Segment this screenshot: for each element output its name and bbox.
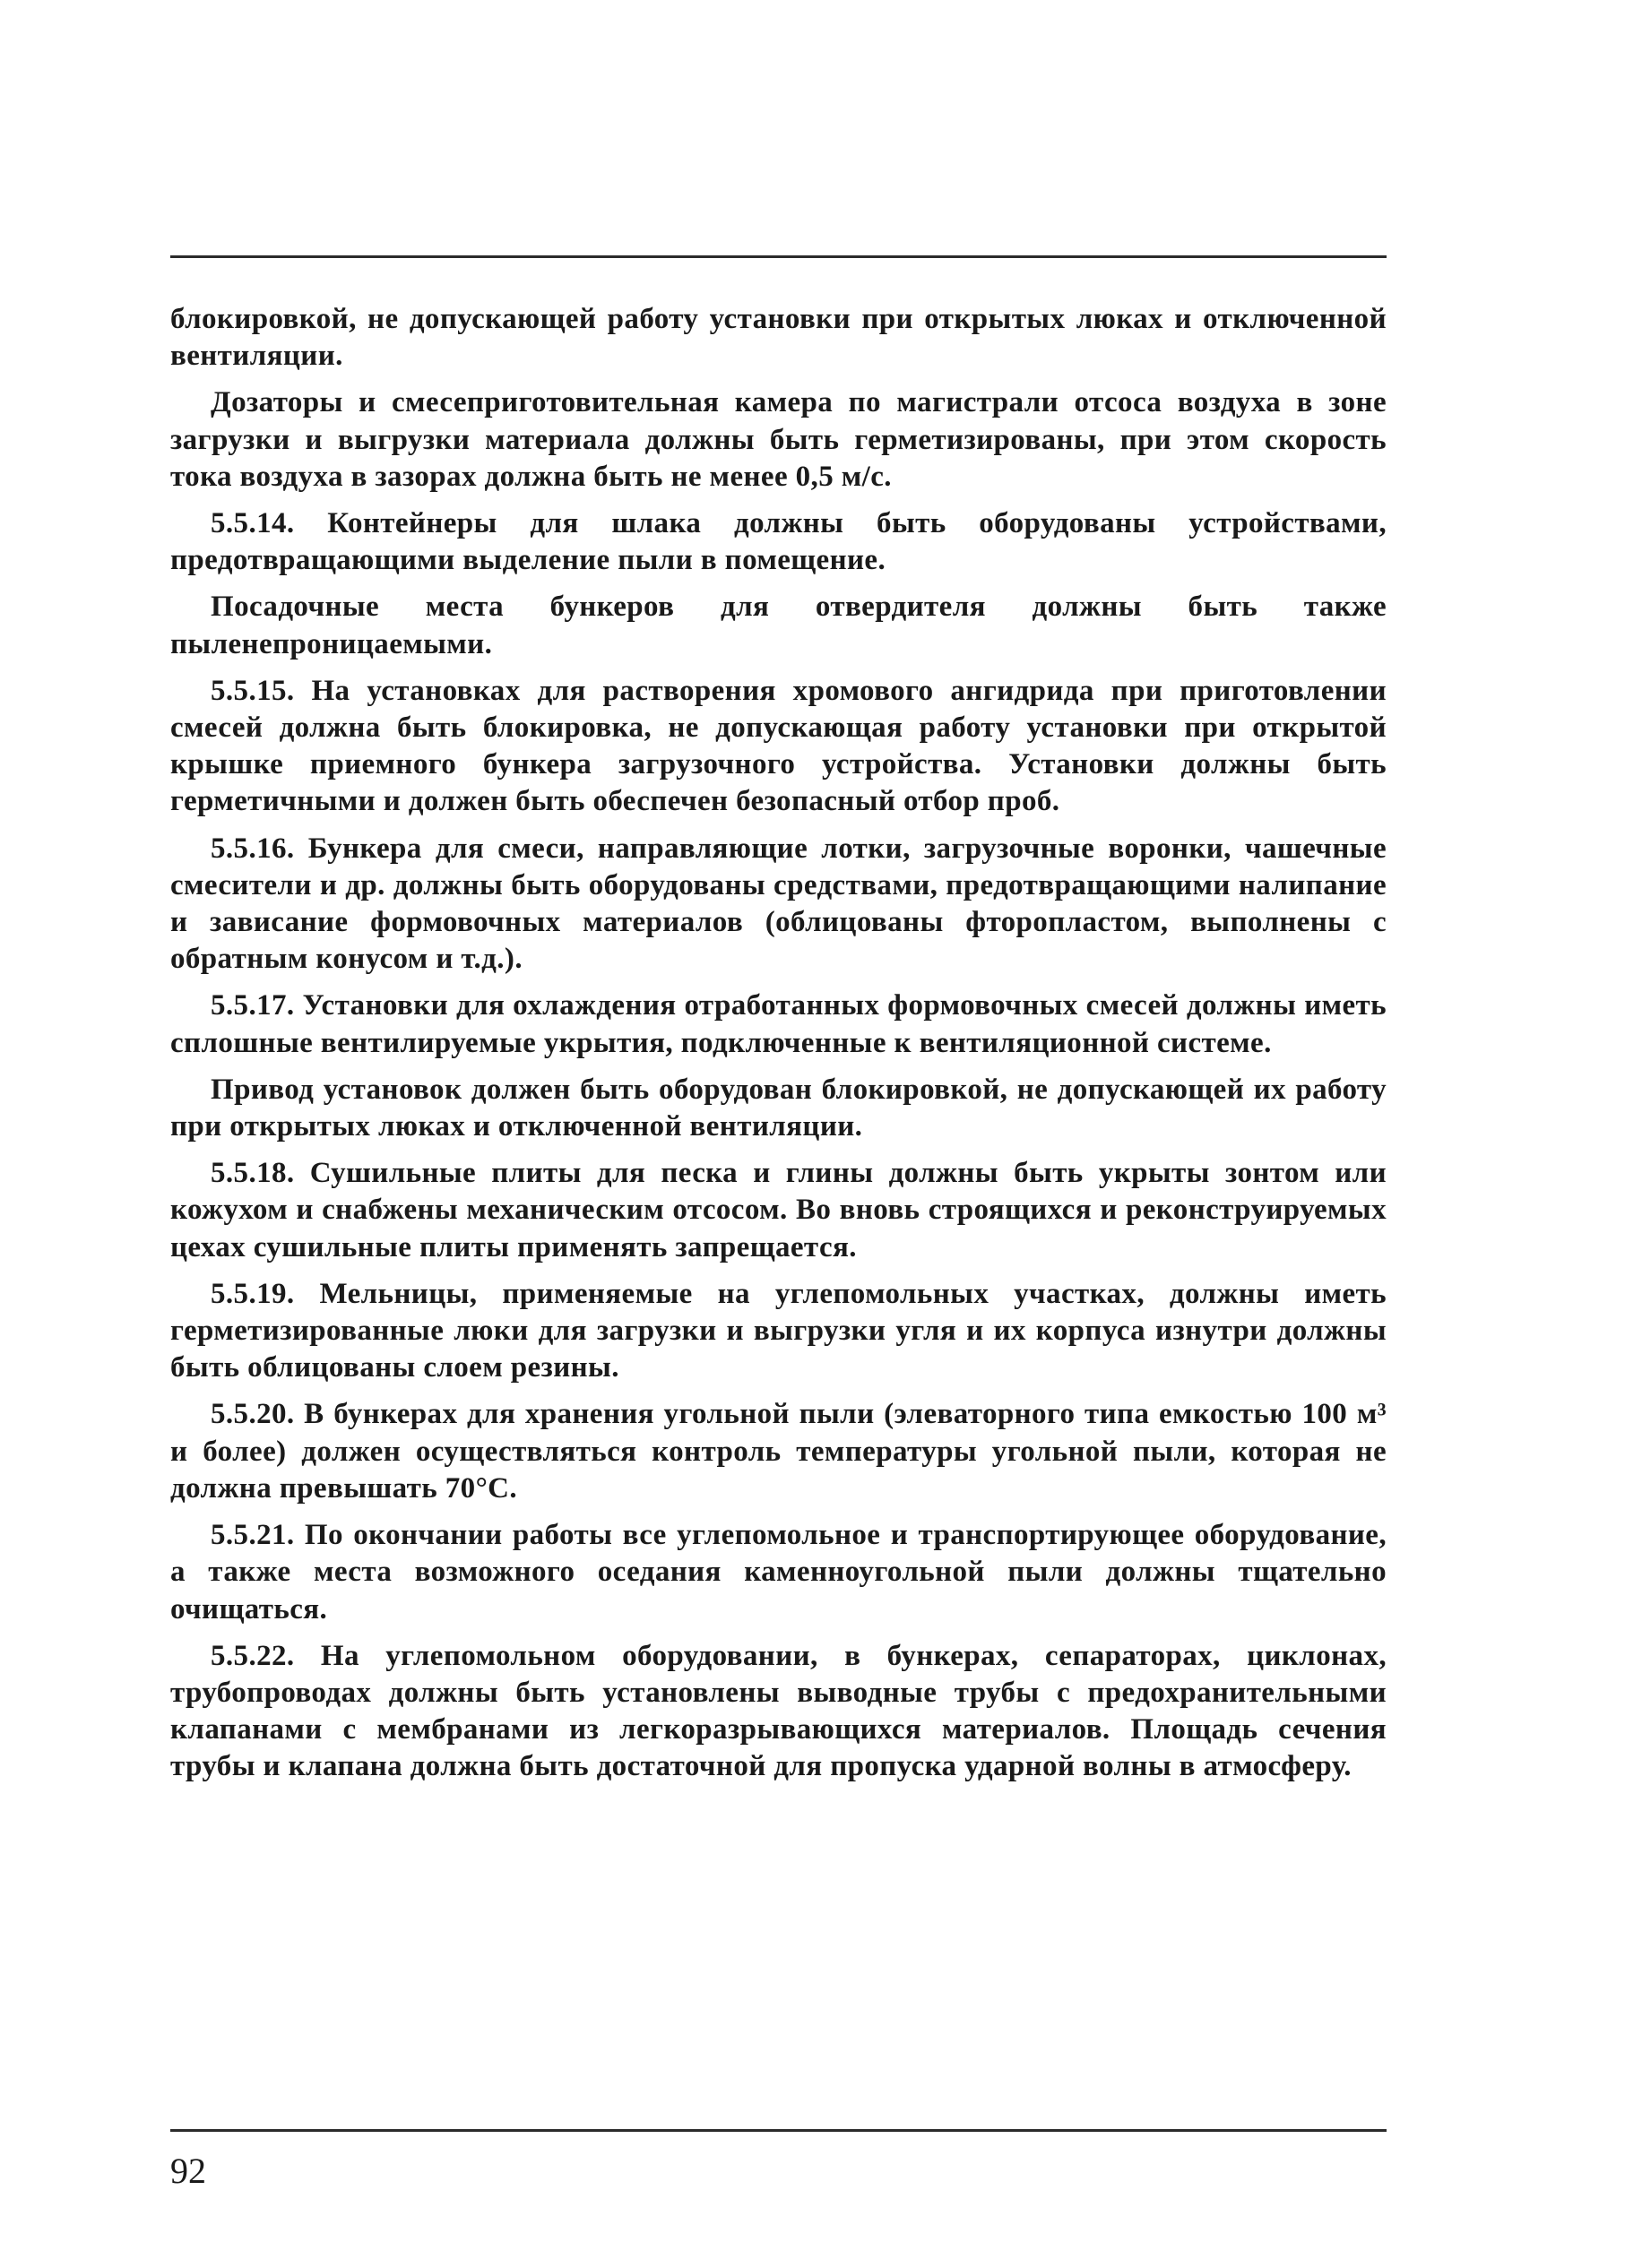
- paragraph: 5.5.22. На углепомольном оборудовании, в бункерах, сепараторах, циклонах, трубопроводах должны быть установлены выводные трубы с предохранительными клапанами с мембранами из легкоразрывающихся материалов. Площадь сечения трубы и клапана должна быть достаточной для пропуска ударной волны в атмосферу.: [170, 1639, 1387, 1783]
- paragraph: 5.5.17. Установки для охлаждения отработанных формовочных смесей должны иметь сплошные вентилируемые укрытия, подключенные к вентиляционной системе.: [170, 989, 1387, 1059]
- paragraph: Дозаторы и смесеприготовительная камера по магистрали отсоса воздуха в зоне загрузки и выгрузки материала должны быть герметизированы, при этом скорость тока воздуха в зазорах должна быть не менее 0,5 м/с.: [170, 386, 1387, 493]
- page-body: [170, 301, 1387, 1796]
- paragraph: 5.5.19. Мельницы, применяемые на углепомольных участках, должны иметь герметизированные люки для загрузки и выгрузки угля и их корпуса изнутри должны быть облицованы слоем резины.: [170, 1277, 1387, 1384]
- page-number: 92: [170, 2151, 206, 2191]
- paragraph: 5.5.20. В бункерах для хранения угольной пыли (элеваторного типа емкостью 100 м³ и более) должен осуществляться контроль температуры угольной пыли, которая не должна превышать 70°С.: [170, 1398, 1387, 1505]
- paragraph: 5.5.16. Бункера для смеси, направляющие лотки, загрузочные воронки, чашечные смесители и др. должны быть оборудованы средствами, предотвращающими налипание и зависание формовочных материалов (облицованы фторопластом, выполнены с обратным конусом и т.д.).: [170, 832, 1387, 976]
- paragraph: блокировкой, не допускающей работу установки при открытых люках и отключенной вентиляции.: [170, 303, 1387, 373]
- paragraph: Привод установок должен быть оборудован блокировкой, не допускающей их работу при открытых люках и отключенной вентиляции.: [170, 1073, 1387, 1143]
- paragraph: 5.5.21. По окончании работы все углепомольное и транспортирующее оборудование, а также места возможного оседания каменноугольной пыли должны тщательно очищаться.: [170, 1519, 1387, 1626]
- paragraph: 5.5.15. На установках для растворения хромового ангидрида при приготовлении смесей должна быть блокировка, не допускающая работу установки при открытой крышке приемного бункера загрузочного устройства. Установки должны быть герметичными и должен быть обеспечен безопасный отбор проб.: [170, 674, 1387, 818]
- top-rule: [170, 255, 1387, 258]
- paragraph: 5.5.14. Контейнеры для шлака должны быть оборудованы устройствами, предотвращающими выделение пыли в помещение.: [170, 507, 1387, 577]
- paragraph: 5.5.18. Сушильные плиты для песка и глины должны быть укрыты зонтом или кожухом и снабжены механическим отсосом. Во вновь строящихся и реконструируемых цехах сушильные плиты применять запрещается.: [170, 1157, 1387, 1263]
- paragraph: Посадочные места бункеров для отвердителя должны быть также пыленепроницаемыми.: [170, 591, 1387, 660]
- bottom-rule: [170, 2129, 1387, 2132]
